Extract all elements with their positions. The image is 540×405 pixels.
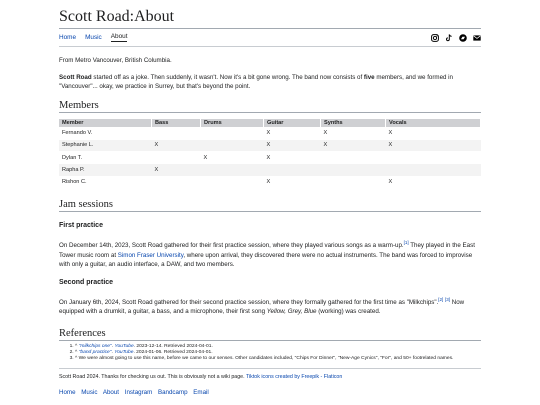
cell-drums: X: [201, 152, 264, 164]
col-vocals: Vocals: [386, 119, 481, 128]
cell-synths: [321, 176, 386, 188]
footer-music-link[interactable]: Music: [81, 388, 98, 396]
list-item: [75, 356, 481, 362]
table-row: [59, 139, 481, 151]
intro-text-a: started off as a joke. Then suddenly, it wasn't. Now it's a bit gone wrong. The band now consists of: [91, 73, 364, 81]
first-practice-text: [59, 238, 481, 270]
email-icon[interactable]: [473, 34, 481, 42]
ref-link-3[interactable]: [3]: [445, 296, 451, 302]
cell-synths: X: [321, 139, 386, 151]
cell-bass: [152, 152, 201, 164]
top-nav: [59, 29, 481, 47]
first-practice-text-a: On December 14th, 2023, Scott Road gathered for their first practice session, where they played various songs as a warm-up.: [59, 242, 404, 250]
cell-vocals: [386, 152, 481, 164]
cell-drums: [201, 176, 264, 188]
social-icons: [431, 34, 481, 42]
song-title: Yellow, Grey, Blue: [266, 308, 317, 316]
list-item: 2. ^ "band practice". YouTube. 2024-01-06. Retrieved 2024-04-01.: [75, 350, 481, 356]
footer-instagram-link[interactable]: Instagram: [124, 388, 153, 396]
cell-guitar: X: [264, 176, 321, 188]
second-practice-heading: Second practice: [59, 278, 114, 286]
ref-title-link[interactable]: "milkchips one": [78, 343, 112, 349]
first-practice-heading: First practice: [59, 221, 103, 229]
member-count: five: [363, 73, 375, 81]
nav-music-link[interactable]: Music: [85, 34, 102, 41]
nav-home-link[interactable]: Home: [59, 34, 77, 41]
nav-about-link[interactable]: About: [110, 33, 128, 40]
cell-vocals: X: [386, 127, 481, 139]
cell-vocals: X: [386, 139, 481, 151]
members-heading: Members: [59, 99, 481, 113]
footer-email-link[interactable]: Email: [193, 388, 209, 396]
ref-backlink[interactable]: ^: [75, 349, 78, 355]
ref-link-2[interactable]: [2]: [438, 296, 444, 302]
member-name: Rishon C.: [59, 176, 152, 188]
ref-link-1[interactable]: [1]: [403, 239, 409, 245]
ref-source: YouTube: [114, 343, 134, 349]
ref-detail: We were almost going to use this name, before we came to our senses. Other candidates included, "Chips For Dinner", "New-Age Cynics", "For", and 50+ footrelated names.: [78, 355, 454, 361]
band-name: Scott Road: [59, 73, 92, 81]
ref-backlink[interactable]: ^: [75, 343, 78, 349]
cell-vocals: X: [386, 176, 481, 188]
cell-synths: [321, 152, 386, 164]
cell-guitar: X: [264, 152, 321, 164]
col-member: Member: [59, 119, 152, 128]
second-practice-text-c: (working) was created.: [316, 308, 381, 316]
col-drums: Drums: [201, 119, 264, 128]
references-heading: References: [59, 327, 481, 341]
instagram-icon[interactable]: [431, 34, 439, 42]
ref-backlink[interactable]: ^: [75, 355, 78, 361]
table-row: [59, 164, 481, 176]
intro-location: From Metro Vancouver, British Columbia.: [59, 57, 172, 64]
col-synths: Synths: [321, 119, 386, 128]
cell-guitar: X: [264, 127, 321, 139]
footer: [59, 368, 481, 396]
cell-drums: [201, 164, 264, 176]
second-practice-text-a: On January 6th, 2024, Scott Road gathered for their second practice session, where they formally gathered for the first time as "Milkchips".: [59, 298, 439, 306]
col-guitar: Guitar: [264, 119, 321, 128]
sfu-link[interactable]: Simon Fraser University: [117, 251, 184, 259]
cell-drums: [201, 127, 264, 139]
member-name: Dylan T.: [59, 152, 152, 164]
footer-text: Scott Road 2024. Thanks for checking us out. This is obviously not a wiki page.: [59, 373, 246, 380]
tiktok-icon[interactable]: [445, 34, 453, 42]
intro-text-b: members, and we formed in "Vancouver"... okay, we practice in Surrey, but that's beyond the point.: [59, 73, 454, 90]
second-practice-text: [59, 295, 481, 317]
table-row: [59, 127, 481, 139]
cell-synths: X: [321, 127, 386, 139]
table-row: [59, 176, 481, 188]
cell-synths: [321, 164, 386, 176]
footer-nav: [59, 389, 481, 396]
ref-title-link[interactable]: "band practice": [78, 349, 112, 355]
cell-bass: X: [152, 164, 201, 176]
jam-sessions-heading: Jam sessions: [59, 198, 481, 212]
footer-home-link[interactable]: Home: [59, 388, 76, 396]
footer-about-link[interactable]: About: [102, 388, 119, 396]
table-row: [59, 152, 481, 164]
member-name: Stephanie L.: [59, 139, 152, 151]
member-name: Fernando V.: [59, 127, 152, 139]
first-practice-text-b: They played in the East Tower music room at: [59, 242, 475, 259]
cell-bass: [152, 176, 201, 188]
cell-bass: X: [152, 139, 201, 151]
page-title: Scott Road:About: [59, 8, 175, 25]
cell-guitar: [264, 164, 321, 176]
members-header-row: [59, 119, 481, 128]
second-practice-text-b: Now equipped with a drumkit, a guitar, a bass, and a microphone, their first song: [59, 298, 465, 316]
cell-guitar: X: [264, 139, 321, 151]
bandcamp-icon[interactable]: [459, 34, 467, 42]
member-name: Rapha P.: [59, 164, 152, 176]
ref-detail: . 2024-01-06. Retrieved 2024-04-01.: [133, 349, 213, 355]
col-bass: Bass: [152, 119, 201, 128]
members-table: [59, 119, 481, 188]
footer-bandcamp-link[interactable]: Bandcamp: [157, 388, 188, 396]
cell-vocals: [386, 164, 481, 176]
list-item: 1. ^ "milkchips one". YouTube. 2023-12-14. Retrieved 2024-04-01.: [75, 344, 481, 350]
cell-bass: [152, 127, 201, 139]
intro-paragraph: [59, 73, 481, 92]
references-list: [75, 344, 481, 362]
ref-detail: . 2023-12-14. Retrieved 2024-04-01.: [133, 343, 213, 349]
ref-source: YouTube: [114, 349, 134, 355]
flaticon-credit-link[interactable]: Tiktok icons created by Freepik - Flaticon: [245, 373, 343, 380]
cell-drums: [201, 139, 264, 151]
first-practice-text-c: , where upon arrival, they discovered there were no actual instruments. The band was forced to improvise with only a guitar, an audio interface, a DAW, and two members.: [59, 251, 473, 269]
